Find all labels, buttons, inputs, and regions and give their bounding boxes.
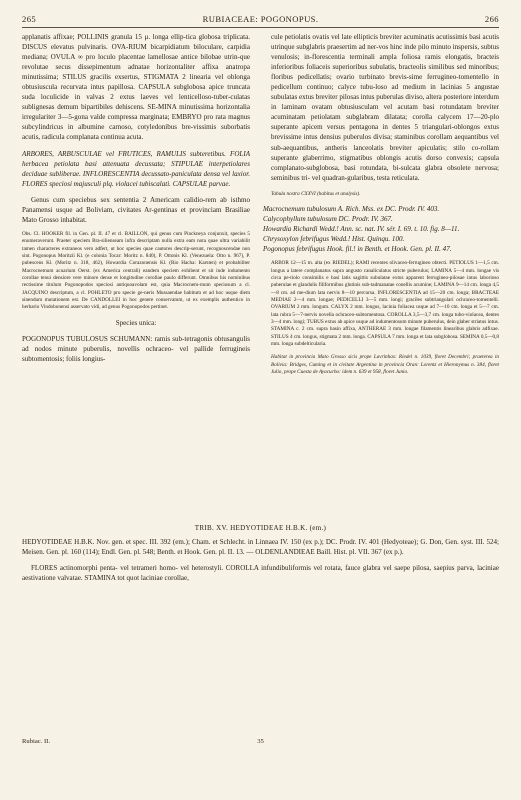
synonym-entry: Pogonopus febrifugus Hook. fil.! in Benth. et Hook. Gen. pl. II. 47. <box>263 245 452 254</box>
signature-mark: Rubiac. II. <box>22 738 51 745</box>
synonym-entry: Macrocnemum tubulosum A. Rich. Mss. ex DC. Prodr. IV. 403. <box>263 205 440 214</box>
synonym-list <box>263 204 499 254</box>
tribe-synonymy: HEDYOTIDEAE H.B.K. Nov. gen. et spec. III. 392 (em.); Cham. et Schlecht. in Linnaea IV. 150 (ex p.); DC. Prodr. IV. 401 (Hedyoteae); G. Don, Gen. syst. III. 524; Meisen. Gen. pl. 160 (114); Endl. Gen. pl. 548; Benth. et Hook. Gen. pl. II. 13. — OLDENLANDIEAE Baill. Hist. pl. VII. 367 (ex p.). <box>22 538 499 557</box>
sheet-number: 35 <box>257 738 264 745</box>
synonym-entry: Calycophyllum tubulosum DC. Prodr. IV. 367. <box>263 215 393 224</box>
header-rule <box>22 27 499 28</box>
left-column <box>22 32 250 364</box>
measurement-description: ARBOR 12—15 m. alta (ex RIEDEL); RAMI recentes olivaceo-ferrugineo obtecti. PETIOLUS 1—1,5 cm. longus a latere complanatus supra angusto canaliculatus stricte puberulus; LAMINA 5—4 mm. longae vis circa pe-tiolo consimilis e basi latis sagittis subulatae extus apparent ferrugineo-pilosae intus laborioso puberulae et glandulis filiformibus glutinis sub-tadmanatae conellis acumine; LAMINA 9—14 cm. longa 4,5—8 cm. ad me-dium lata nervis 8—10 percursa. INFLORESCENTIA ad 15—20 cm. longa; BRACTEAE MEDIAE 2—4 mm. longae; PEDICELLI 3—5 mm. longi; graciles subtriangulari ochraceo-tomentelli. OVARIUM 2 mm. longum. CALYX 2 mm. longus, lacinia foliacea usque ad 7—10 cm. longa et 5—7 cm. lata rubra 5—7-nervis novella ochraceo-subtomentosa. COROLLA 3,5—3,7 cm. longa tubo-violacea, dentes 3—4 mm. longi; TUBUS extus ab apice usque ad indumentosum minute puberulus, dein glaber striatus intus. STAMINA c. 2 cm. supra basin affixa, ANTHERAE 3 mm. longae filamentis linearibus glabris adfixae. STILUS 4 cm. longus, stigmata 2 mm. longa. CAPSULA 7 mm. longa et lata subglobosa. SEMINA 0,5—0,8 mm. longa subdelticularia. <box>271 260 499 348</box>
running-title: RUBIACEAE: POGONOPUS. <box>202 14 319 24</box>
species-description-start: POGONOPUS TUBULOSUS SCHUMANN: ramis sub-tetragonis obtusangulis ad nodos minute puberulis, novellis ochraceo- vel pallide ferrugineis subtomentosis; foliis longius- <box>22 334 250 363</box>
synonym-entry: Chrysoxylon febrifugus Wedd.! Hist. Quinqu. 100. <box>263 235 405 244</box>
tribe-description: FLORES actinomorphi penta- vel tetrameri homo- vel heterostyli. COROLLA infundibuliformis vel rotata, fauce glabra vel saepe pilosa, saepius parva, laciniae aestivatione valvatae. STAMINA tot quot laciniae corollae, <box>22 564 499 583</box>
right-column <box>263 32 499 376</box>
habit-description: ARBORES, ARBUSCULAE vel FRUTICES, RAMULIS subteretibus. FOLIA herbacea petiolata basi attenuata decussata; STIPULAE interpetiolares deciduae subliberae. INFLORESCENTIA decussato-paniculata densa vel laxior. FLORES speciosi majusculi plq. violacei tubiscalati. CAPSULAE parvae. <box>22 149 250 188</box>
generic-description: applanatis affixae; POLLINIS granula 15 μ. longa ellip-tica globosa triplicata. DISCUS elevatus pulvinaris. OVA-RIUM bicarpidiatum biloculare, carpidia mediana; OVULA ∞ pro loculo placentae lamellosae antice bilobae utrin-que revolutae secus dissepimentum adnatae horizontaliter affixa anatropa minutissima; STILUS gracilis exsertus, STIGMATA 2 linearia vel oblonga obtusiuscula recurvata intus papillosa. CAPSULA subglobosa apice truncata suda loculicide in valvas 2 extus laeves vel lenticelloso-tuber-culatas sublignesas demum bipartibiles dehiscens. SE-MINA minutissima horizontalia irregulariter 3—5-gona valde compressa marginata; EMBRYO pro rata magnus subcylindricus in albumine carnoso, cotyledonibus bre-vissimis suborbatis acutis, radicula complanata continua acuta. <box>22 33 250 142</box>
page-number-right: 266 <box>484 14 499 24</box>
species-description-cont: cule petiolatis ovatis vel late ellipticis breviter acuminatis acutissimis basi acutis utrinque subglabris praesertim ad ner-vos hinc inde pilo minuto inspersis, subtus venulosis; in-florescentia terminali ampla foliosa ramis elongatis, bracteis inferioribus foliaceis superioribus subulatis, bracteolis similibus sed minoribus; floribus pedicellatis; ovario turbinato brevis-sime ferrugineo-tomentello in pedicellum continuo; calyce tubu-loso ad medium in lacinias 5 angustae subulatas extus breviter pilosas intus puberulas diviso, altera posteriore interdum in laminam ovatam obtusiusculam vel acutam basi rotundatam breviter acuminatam petiolatam subglabram dilatata; corolla calycem 17—20-plo superante apicem versus pentagona in dentes 5 triangulari-oblongos extus brevissime intus densius puberulos divisa; staminibus corollam aequantibus vel sub-aequantibus, antheris lanceolatis breviter apiculatis; stilo co-rollam superante glaberrimo, stigmatibus oblongis acutis dorso convexis; capsula complanato-subglobosa, basi rotundata, bi-sulcata glabra obsolete nervosa; seminibus tri- vel quadran-gularibus, testa reticulata. <box>271 33 499 182</box>
tribe-heading: TRIB. XV. HEDYOTIDEAE H.B.K. (em.) <box>194 524 327 532</box>
species-heading: Species unica: <box>115 318 157 327</box>
distribution-paragraph: Genus cum speciebus sex sententia 2 Americam calidio-rem ab isthmo Panamensi usque ad Boliviam, civitates Ar-gentinas et provinciam Brasiliae Mato Grosso inhabitat. <box>22 195 250 224</box>
synonym-entry: Howardia Richardi Wedd.! Ann. sc. nat. IV. sér. I. 69. t. 10. fig. 8—11. <box>263 225 460 234</box>
running-header <box>22 14 499 26</box>
plate-reference: Tabula nostra CXXVI (habitus et analysis). <box>271 190 361 197</box>
tribe-section <box>22 523 499 583</box>
page-footer <box>22 738 499 754</box>
page-number-left: 265 <box>22 14 37 24</box>
observation-note: Obs. Cl. HOOKER fil. in Gen. pl. II. 47 et cl. BAILLON, qui genus cum Pinckneya conjunxit, species 5 enumeraverunt. Praeter speciem Bra-silienseam infra descriptam nulla extra eam nota quae ultra variabilit tamen characteres extraneos vero adfert, ut hoc species quae cautores descrip-serunt, recognoscendae non sint. Pogonopus Moritzii Kl. (e colonia Tocar: Moritz n. 840), P. Ottonis Kl. (Venezuela: Otto n. 967), P. pubescens Kl. (Moritz n. 318, 462), Howardia Corazonensis Kl. (Rio Hacha: Karsten) et probabiliter Macrocnemum acuarium Oerst. (ex America centrali) eandem speciem exhibent et sit inde indumento corollae tenui densiore vere minore dense et longitudine corollae paulo differunt. Omnibus his nominibus rectissime titulum Pogonopodos speciosi antiquoavolam est, quia Macrocnem-mum speciosum a cl. JACQUINO descriptum, a cl. POHLETO pro specie ge-neris Mussaendae habitum et ad hoc usque diem sinendum mutationem est. De CANDOLLEI in hoc genere conservatum, ut ex exemplis authentico in herbario Vindobonensi asservato vidi, ad genus Pogonopodos pertinet. <box>22 230 250 311</box>
habitat-paragraph: Habitat in provincia Mato Grosso sicis prope Lavrinhas: Riedel n. 1039, floret Decembri; praeterea in Bolivia: Bridges, Cuming et in civitate Argentina in provincia Oran: Lorentz et Hieronymus n. 384, floret Julio, prope Cuesta de Ayacucho: idem n. 639 et 958, floret Junio. <box>271 354 499 376</box>
